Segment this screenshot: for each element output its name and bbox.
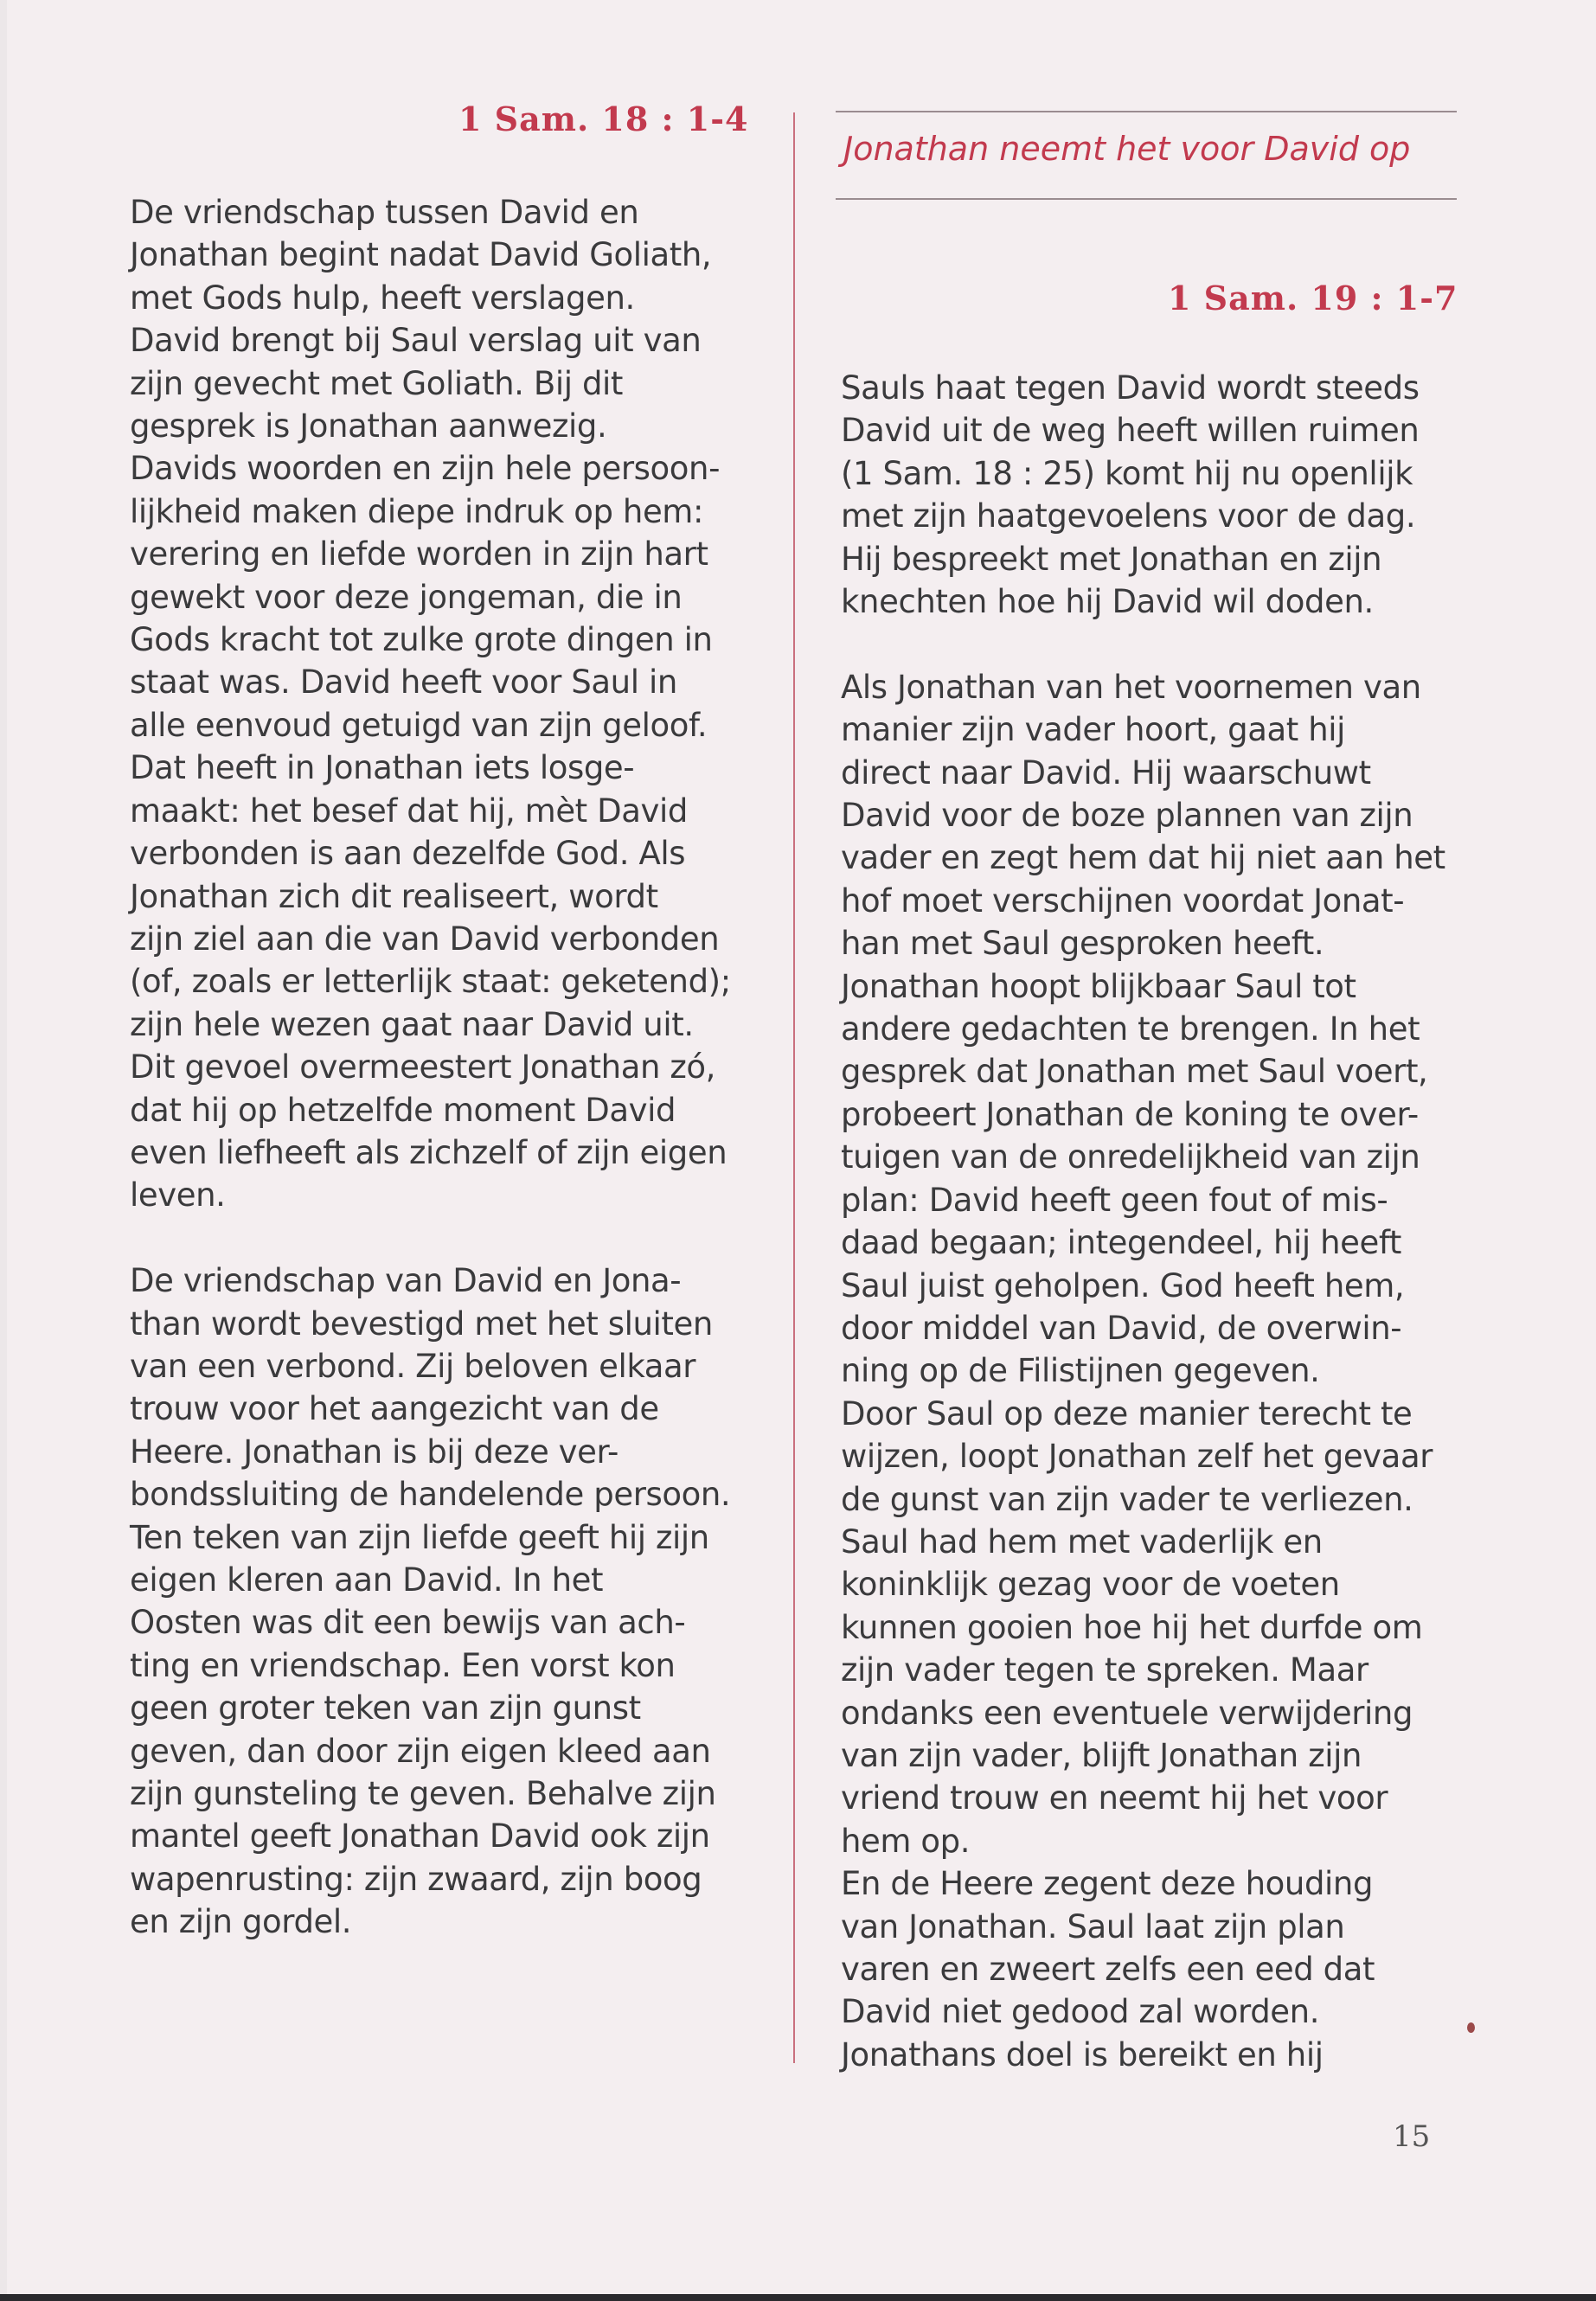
page-number: 15 — [1393, 2119, 1431, 2154]
scan-edge — [0, 2294, 1596, 2301]
right-paragraph-1: Sauls haat tegen David wordt steeds David uit de weg heeft willen ruimen (1 Sam. 18 : 25) komt hij nu openlijk met zijn haatgevoelens voor de dag. Hij bespreekt met Jonathan en zijn knechten hoe hij David wil doden. — [841, 369, 1420, 621]
heading-rule-top — [836, 111, 1457, 112]
left-paragraph-1: De vriendschap tussen David en Jonathan begint nadat David Goliath, met Gods hulp, heeft verslagen. David brengt bij Saul verslag uit van zijn gevecht met Goliath. Bij dit gesprek is Jonathan aanwezig. Davids woorden en zijn hele persoon- lijkheid maken diepe indruk op hem: verering en liefde worden in zijn hart gewekt voor deze jongeman, die in Gods kracht tot zulke grote dingen in staat was. David heeft voor Saul in alle eenvoud getuigd van zijn geloof. Dat heeft in Jonathan iets losge- maakt: het besef dat hij, mèt David verbonden is aan dezelfde God. Als Jonathan zich dit realiseert, wordt zijn ziel aan die van David verbonden (of, zoals er letterlijk staat: geketend); zijn hele wezen gaat naar David uit. Dit gevoel overmeestert Jonathan zó, dat hij op hetzelfde moment David even liefheeft als zichzelf of zijn eigen leven. — [130, 194, 731, 1215]
left-paragraph-2: De vriendschap van David en Jona- than wordt bevestigd met het sluiten van een verbond. Zij beloven elkaar trouw voor het aangezicht van de Heere. Jonathan is bij deze ver- bondssluiting de handelende persoon. Ten teken van zijn liefde geeft hij zijn eigen kleren aan David. In het Oosten was dit een bewijs van ach- ting en vriendschap. Een vorst kon geen groter teken van zijn gunst geven, dan door zijn eigen kleed aan zijn gunsteling te geven. Behalve zijn mantel geeft Jonathan David ook zijn wapenrusting: zijn zwaard, zijn boog en zijn gordel. — [130, 1262, 731, 1941]
section-heading: Jonathan neemt het voor David op — [843, 130, 1411, 168]
left-column-text — [130, 191, 770, 1944]
column-divider — [793, 112, 795, 2063]
right-paragraph-2: Als Jonathan van het voornemen van manier zijn vader hoort, gaat hij direct naar David. Hij waarschuwt David voor de boze plannen van zijn vader en zegt hem dat hij niet aan het hof moet verschijnen voordat Jonat- han met Saul gesproken heeft. Jonathan hoopt blijkbaar Saul tot andere gedachten te brengen. In het gesprek dat Jonathan met Saul voert, probeert Jonathan de koning te over- tuigen van de onredelijkheid van zijn plan: David heeft geen fout of mis- daad begaan; integendeel, hij heeft Saul juist geholpen. God heeft hem, door middel van David, de overwin- ning op de Filistijnen gegeven. Door Saul op deze manier terecht te wijzen, loopt Jonathan zelf het gevaar de gunst van zijn vader te verliezen. Saul had hem met vaderlijk en koninklijk gezag voor de voeten kunnen gooien hoe hij het durfde om zijn vader tegen te spreken. Maar ondanks een eventuele verwijdering van zijn vader, blijft Jonathan zijn vriend trouw en neemt hij het voor hem op. En de Heere zegent deze houding van Jonathan. Saul laat zijn plan varen en zweert zelfs een eed dat David niet gedood zal worden. Jonathans doel is bereikt en hij — [841, 668, 1445, 2073]
heading-rule-bottom — [836, 198, 1457, 200]
ink-speck — [1467, 2022, 1475, 2033]
right-scripture-reference: 1 Sam. 19 : 1-7 — [1168, 279, 1458, 317]
left-scripture-reference: 1 Sam. 18 : 1-4 — [458, 99, 749, 138]
right-column-text — [841, 367, 1464, 2076]
